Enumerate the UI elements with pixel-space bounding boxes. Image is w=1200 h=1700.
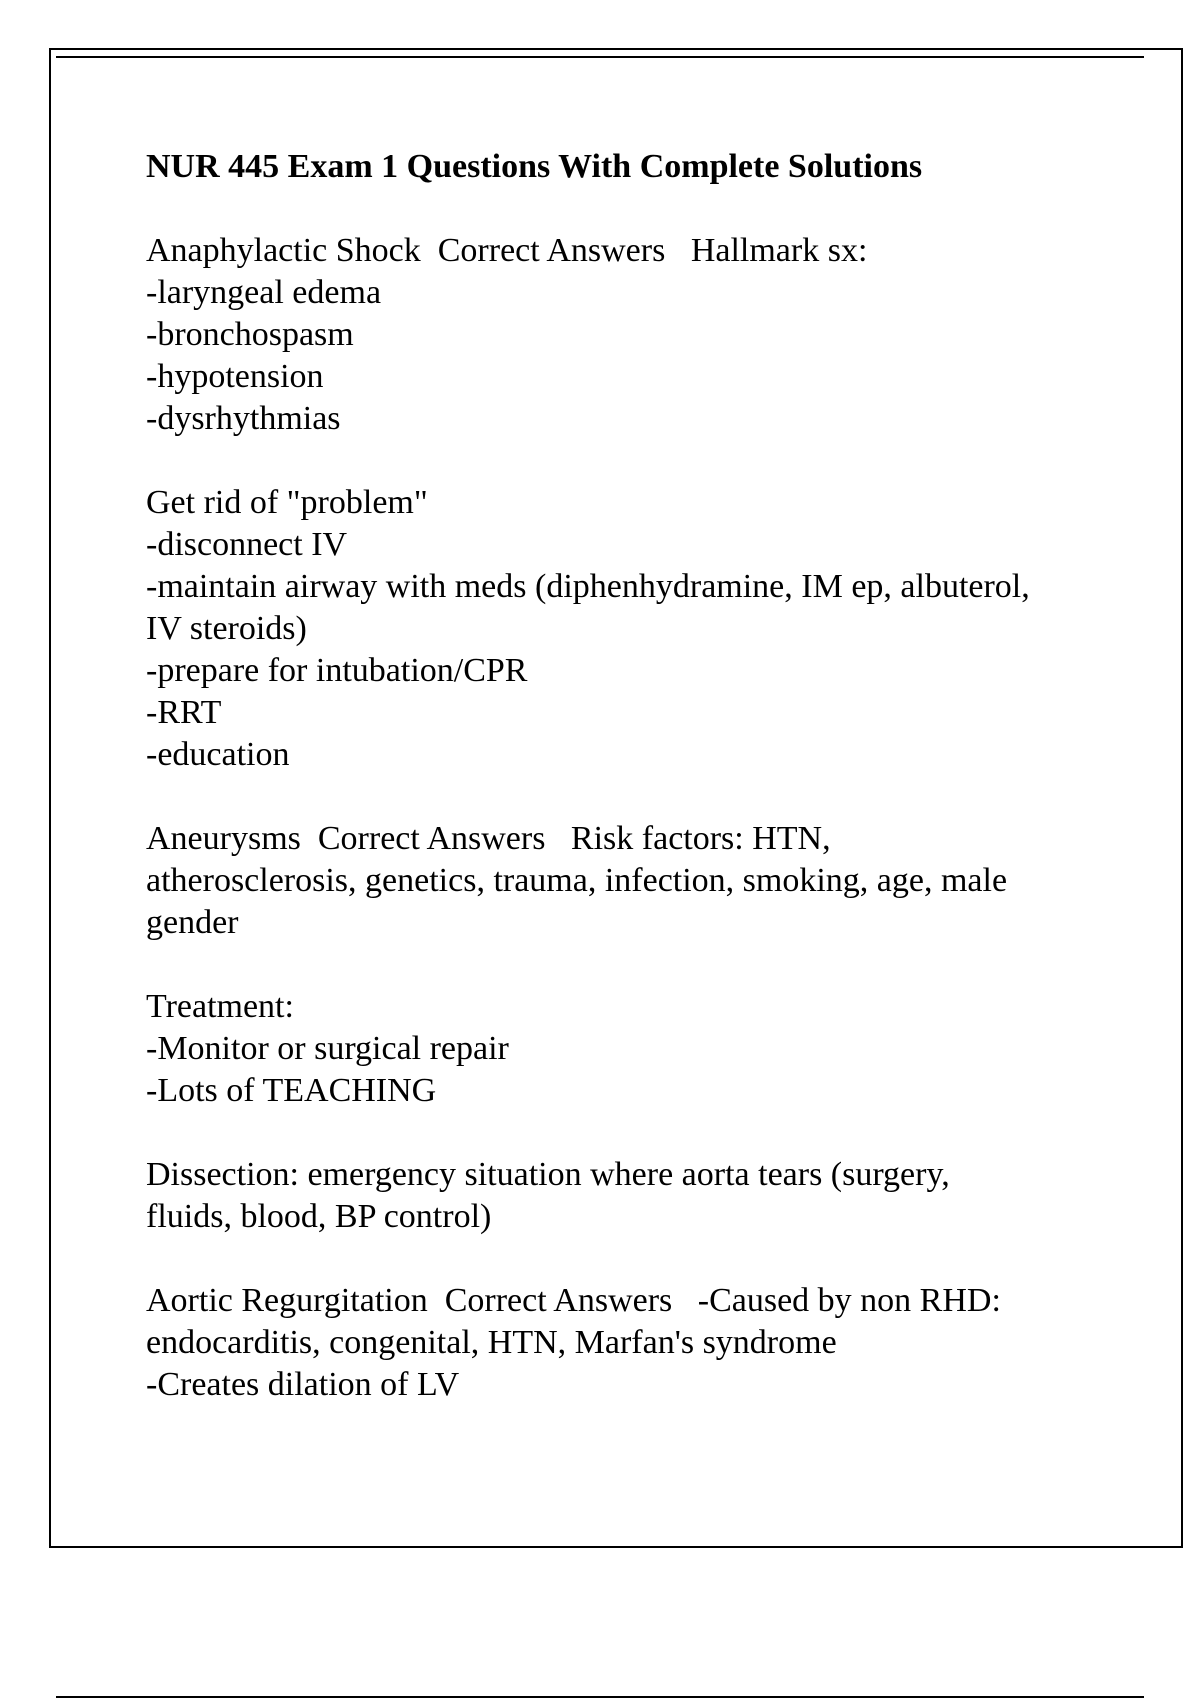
text-line: fluids, blood, BP control) <box>146 1198 492 1235</box>
section-aneurysms <box>146 818 1106 944</box>
text-line: -RRT <box>146 694 222 731</box>
text-line: -prepare for intubation/CPR <box>146 652 528 689</box>
text-line: Dissection: emergency situation where aorta tears (surgery, <box>146 1156 950 1193</box>
text-line: endocarditis, congenital, HTN, Marfan's syndrome <box>146 1324 837 1361</box>
text-line: gender <box>146 904 239 941</box>
text-line: atherosclerosis, genetics, trauma, infection, smoking, age, male <box>146 862 1008 899</box>
section-anaphylactic-shock <box>146 230 1106 440</box>
text-line: Aneurysms Correct Answers Risk factors: HTN, <box>146 820 831 857</box>
text-line: -education <box>146 736 290 773</box>
section-get-rid-of-problem <box>146 482 1106 776</box>
text-line: Treatment: <box>146 988 294 1025</box>
top-rule <box>56 56 1144 58</box>
text-line: -Lots of TEACHING <box>146 1072 437 1109</box>
document-title: NUR 445 Exam 1 Questions With Complete Solutions <box>146 148 923 185</box>
text-line: -Monitor or surgical repair <box>146 1030 509 1067</box>
text-line: -bronchospasm <box>146 316 354 353</box>
document-body <box>146 146 1106 1448</box>
text-line: -Creates dilation of LV <box>146 1366 460 1403</box>
section-dissection <box>146 1154 1106 1238</box>
text-line: Get rid of "problem" <box>146 484 428 521</box>
text-line: -disconnect IV <box>146 526 348 563</box>
text-line: Anaphylactic Shock Correct Answers Hallmark sx: <box>146 232 868 269</box>
section-treatment <box>146 986 1106 1112</box>
text-line: IV steroids) <box>146 610 307 647</box>
text-line: Aortic Regurgitation Correct Answers -Caused by non RHD: <box>146 1282 1001 1319</box>
text-line: -laryngeal edema <box>146 274 382 311</box>
section-aortic-regurgitation <box>146 1280 1106 1406</box>
bottom-rule <box>56 1696 1144 1698</box>
text-line: -maintain airway with meds (diphenhydramine, IM ep, albuterol, <box>146 568 1030 605</box>
text-line: -hypotension <box>146 358 324 395</box>
text-line: -dysrhythmias <box>146 400 341 437</box>
